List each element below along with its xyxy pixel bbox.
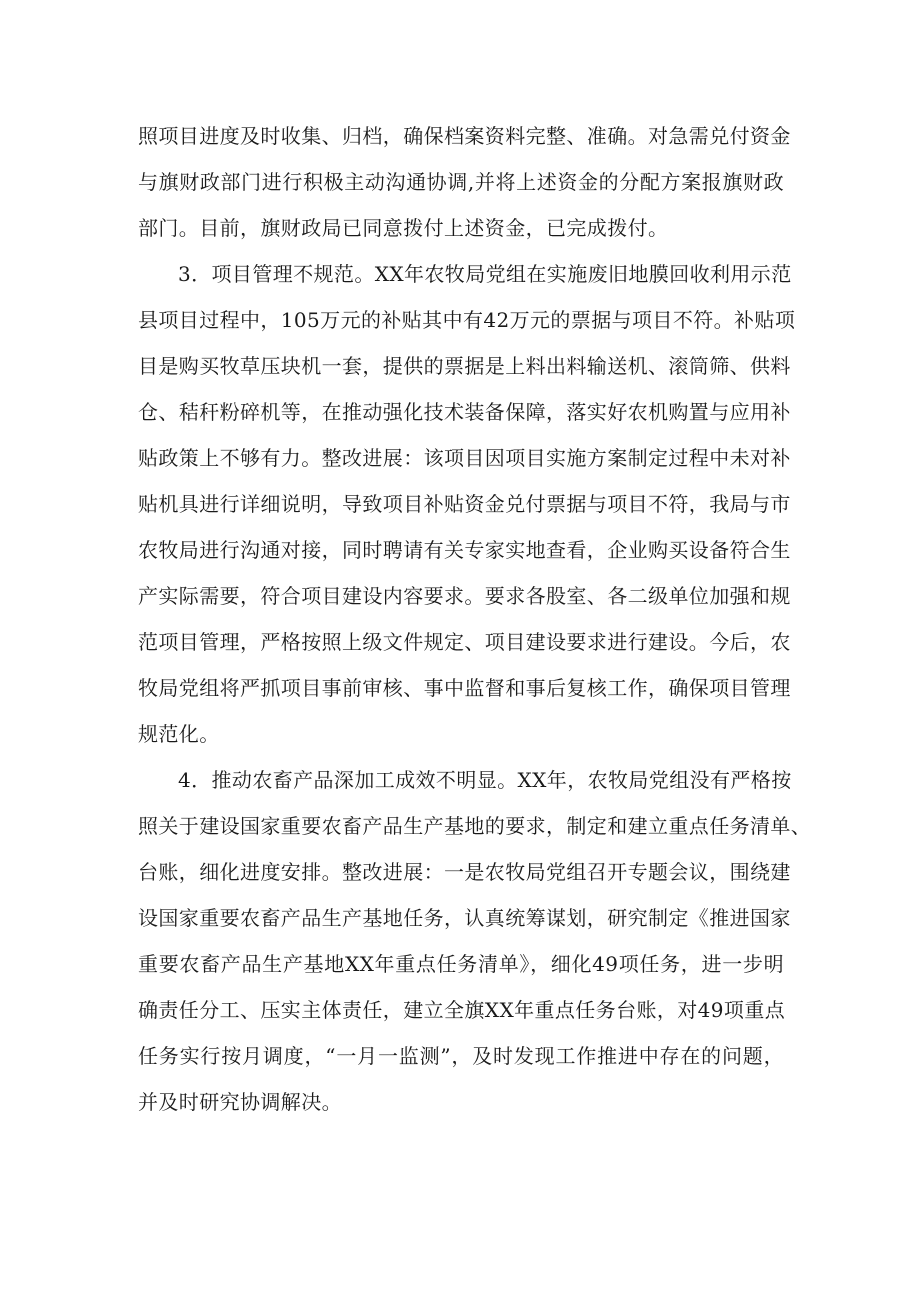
text-line: 4．推动农畜产品深加工成效不明显。XX年，农牧局党组没有严格按 xyxy=(178,768,792,792)
text-line: 规范化。 xyxy=(138,722,220,746)
text-line: 县项目过程中，105万元的补贴其中有42万元的票据与项目不符。补贴项 xyxy=(138,308,796,332)
text-line: 贴政策上不够有力。整改进展：该项目因项目实施方案制定过程中未对补 xyxy=(138,446,791,470)
text-line: 确责任分工、压实主体责任，建立全旗XX年重点任务台账，对49项重点 xyxy=(138,998,786,1022)
text-line: 台账，细化进度安排。整改进展：一是农牧局党组召开专题会议，围绕建 xyxy=(138,860,791,884)
text-line: 与旗财政部门进行积极主动沟通协调,并将上述资金的分配方案报旗财政 xyxy=(138,170,784,194)
text-line: 照项目进度及时收集、归档，确保档案资料完整、准确。对急需兑付资金 xyxy=(138,124,791,148)
text-line: 设国家重要农畜产品生产基地任务，认真统筹谋划，研究制定《推进国家 xyxy=(138,906,791,930)
text-line: 农牧局进行沟通对接，同时聘请有关专家实地查看，企业购买设备符合生 xyxy=(138,538,791,562)
text-line: 目是购买牧草压块机一套，提供的票据是上料出料输送机、滚筒筛、供料 xyxy=(138,354,791,378)
text-line: 并及时研究协调解决。 xyxy=(138,1090,342,1114)
text-line: 仓、秸秆粉碎机等，在推动强化技术装备保障，落实好农机购置与应用补 xyxy=(138,400,791,424)
text-line: 任务实行按月调度，“一月一监测”，及时发现工作推进中存在的问题， xyxy=(138,1044,784,1068)
text-line: 产实际需要，符合项目建设内容要求。要求各股室、各二级单位加强和规 xyxy=(138,584,791,608)
text-line: 部门。目前，旗财政局已同意拨付上述资金，已完成拨付。 xyxy=(138,216,669,240)
text-line: 牧局党组将严抓项目事前审核、事中监督和事后复核工作，确保项目管理 xyxy=(138,676,791,700)
text-line: 范项目管理，严格按照上级文件规定、项目建设要求进行建设。今后，农 xyxy=(138,630,791,654)
text-line: 贴机具进行详细说明，导致项目补贴资金兑付票据与项目不符，我局与市 xyxy=(138,492,791,516)
text-line: 3．项目管理不规范。XX年农牧局党组在实施废旧地膜回收利用示范 xyxy=(178,262,792,286)
text-line: 照关于建设国家重要农畜产品生产基地的要求，制定和建立重点任务清单、 xyxy=(138,814,812,838)
text-line: 重要农畜产品生产基地XX年重点任务清单》，细化49项任务，进一步明 xyxy=(138,952,784,976)
